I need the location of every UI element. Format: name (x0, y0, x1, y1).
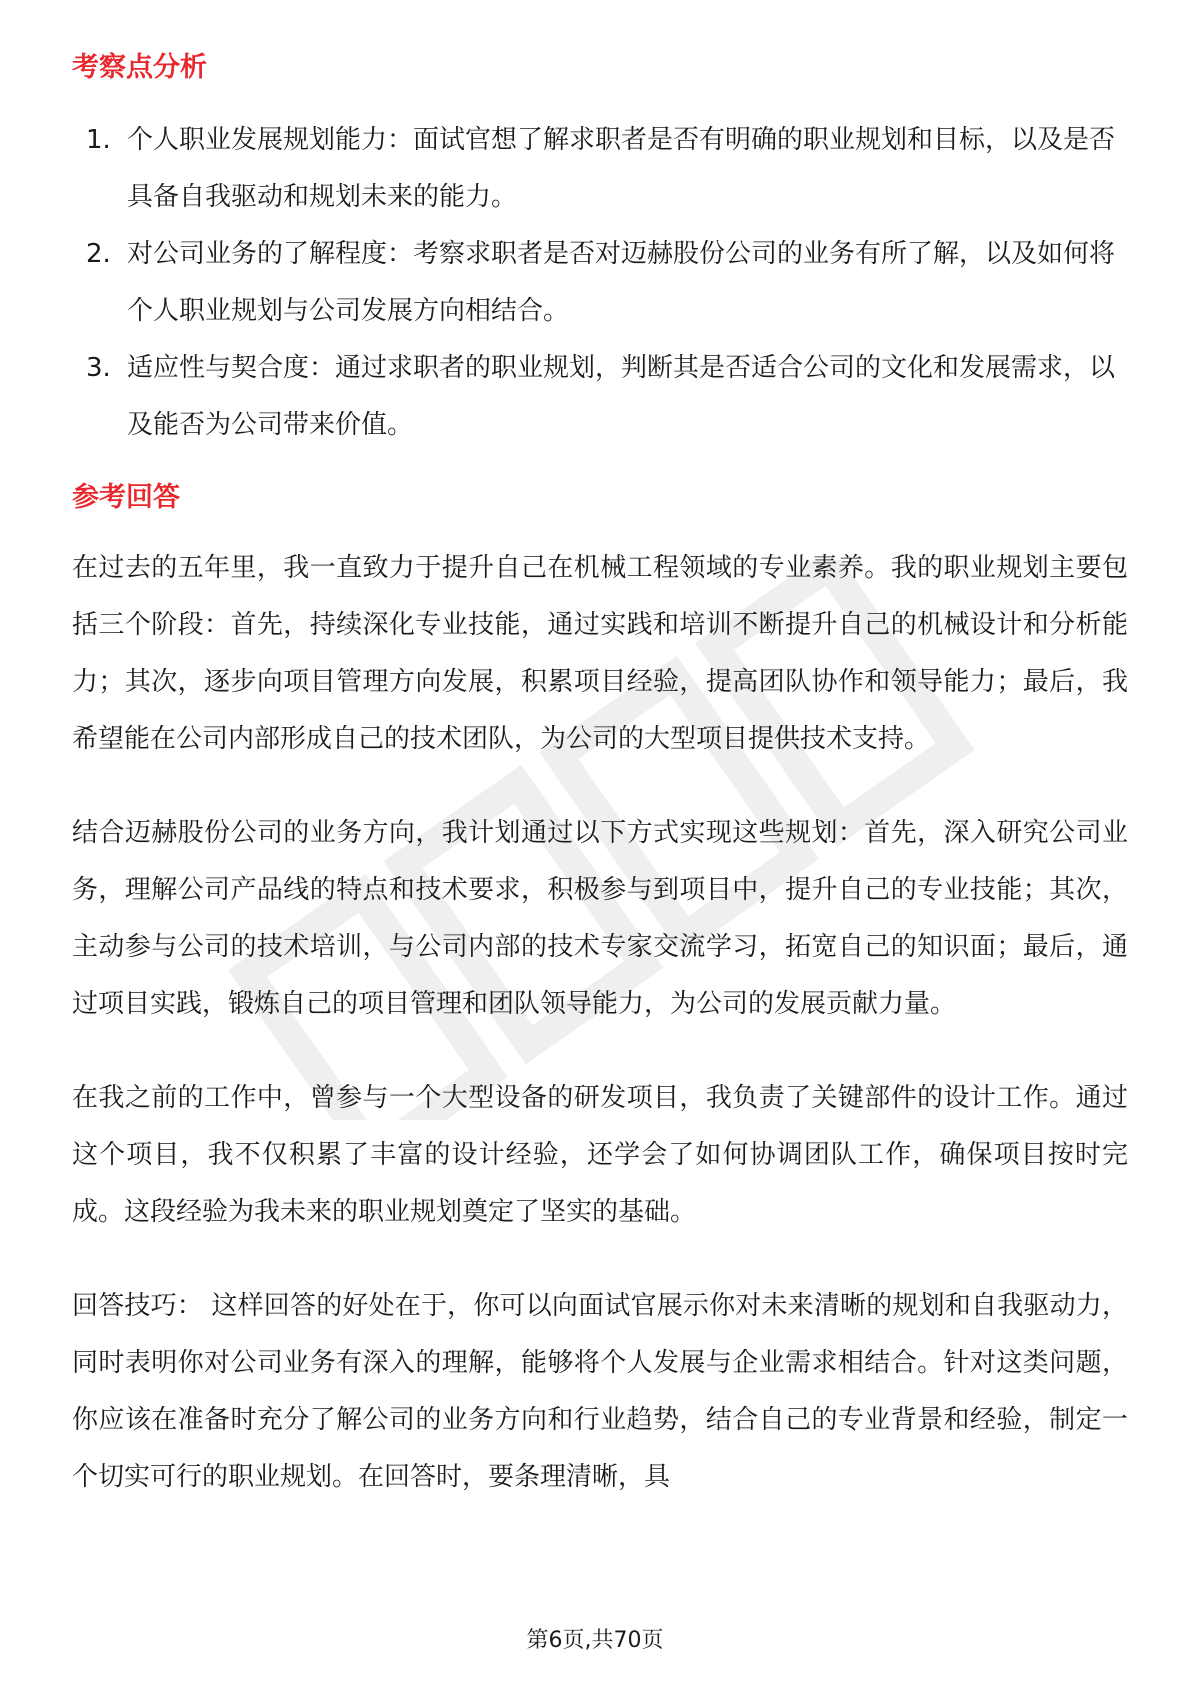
list-item (72, 226, 1128, 340)
list-item (72, 112, 1128, 226)
list-item-number: 1. (86, 125, 111, 155)
answer-paragraph: 在我之前的工作中，曾参与一个大型设备的研发项目，我负责了关键部件的设计工作。通过这个项目，我不仅积累了丰富的设计经验，还学会了如何协调团队工作，确保项目按时完成。这段经验为我未来的职业规划奠定了坚实的基础。 (72, 1083, 1128, 1227)
tips-paragraph: 回答技巧： 这样回答的好处在于，你可以向面试官展示你对未来清晰的规划和自我驱动力，同时表明你对公司业务有深入的理解，能够将个人发展与企业需求相结合。针对这类问题，你应该在准备时充分了解公司的业务方向和行业趋势，结合自己的专业背景和经验，制定一个切实可行的职业规划。在回答时，要条理清晰，具 (72, 1291, 1128, 1492)
list-item-text: 个人职业发展规划能力：面试官想了解求职者是否有明确的职业规划和目标，以及是否具备自我驱动和规划未来的能力。 (127, 125, 1116, 212)
list-item-number: 2. (86, 239, 111, 269)
document-page (72, 48, 1128, 1506)
analysis-heading: 考察点分析 (72, 52, 207, 83)
list-item-text: 对公司业务的了解程度：考察求职者是否对迈赫股份公司的业务有所了解，以及如何将个人职业规划与公司发展方向相结合。 (127, 239, 1116, 326)
list-item (72, 340, 1128, 454)
answer-heading: 参考回答 (72, 482, 180, 513)
analysis-list (72, 112, 1128, 454)
answer-paragraph: 在过去的五年里，我一直致力于提升自己在机械工程领域的专业素养。我的职业规划主要包括三个阶段：首先，持续深化专业技能，通过实践和培训不断提升自己的机械设计和分析能力；其次，逐步向项目管理方向发展，积累项目经验，提高团队协作和领导能力；最后，我希望能在公司内部形成自己的技术团队，为公司的大型项目提供技术支持。 (72, 553, 1128, 754)
page-number: 第6页,共70页 (526, 1628, 664, 1653)
list-item-number: 3. (86, 353, 111, 383)
list-item-text: 适应性与契合度：通过求职者的职业规划，判断其是否适合公司的文化和发展需求，以及能否为公司带来价值。 (127, 353, 1116, 440)
answer-paragraph: 结合迈赫股份公司的业务方向，我计划通过以下方式实现这些规划：首先，深入研究公司业务，理解公司产品线的特点和技术要求，积极参与到项目中，提升自己的专业技能；其次，主动参与公司的技术培训，与公司内部的技术专家交流学习，拓宽自己的知识面；最后，通过项目实践，锻炼自己的项目管理和团队领导能力，为公司的发展贡献力量。 (72, 818, 1128, 1019)
